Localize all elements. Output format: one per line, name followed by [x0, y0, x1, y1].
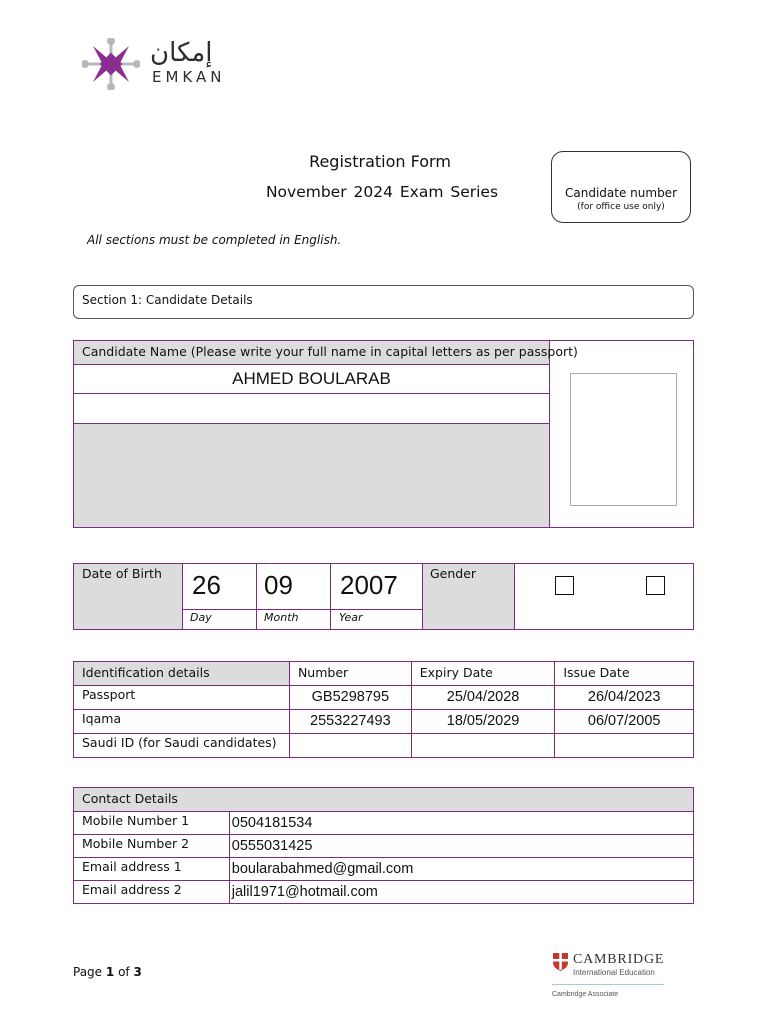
cambridge-name: CAMBRIDGE: [573, 952, 665, 967]
table-row: [74, 881, 694, 904]
cambridge-shield-icon: [552, 952, 569, 972]
dob-year[interactable]: 2007: [340, 570, 398, 600]
passport-issue[interactable]: 26/04/2023: [555, 686, 694, 710]
dob-year-label: Year: [339, 611, 363, 624]
saudi-id-number[interactable]: [289, 734, 411, 758]
candidate-name-value[interactable]: AHMED BOULARAB: [232, 369, 391, 388]
page-of: of: [118, 965, 130, 979]
candidate-number-box: [551, 151, 691, 223]
identification-table: [73, 661, 694, 758]
section1-header: [73, 285, 694, 319]
contact-header: Contact Details: [74, 788, 694, 812]
candidate-name-label: Candidate Name (Please write your full name in capital letters as per passport): [82, 344, 578, 359]
cambridge-subtitle: International Education: [573, 968, 655, 977]
table-row: [74, 858, 694, 881]
email1-value[interactable]: boularabahmed@gmail.com: [229, 858, 693, 881]
mobile2-label: Mobile Number 2: [74, 835, 230, 858]
table-row: [74, 835, 694, 858]
table-row: [74, 812, 694, 835]
dob-gender-block: [73, 563, 694, 630]
mobile2-value[interactable]: 0555031425: [229, 835, 693, 858]
email1-label: Email address 1: [74, 858, 230, 881]
id-header-expiry: Expiry Date: [411, 662, 555, 686]
emkan-logo-icon: [82, 38, 140, 90]
name-gray-area: [74, 423, 549, 527]
gender-checkbox-1[interactable]: [555, 576, 574, 595]
page-total: 3: [133, 965, 142, 979]
gender-label: Gender: [430, 566, 477, 581]
dob-day-label: Day: [190, 611, 212, 624]
id-type-passport: Passport: [74, 686, 290, 710]
id-header-issue: Issue Date: [555, 662, 694, 686]
id-type-saudi: Saudi ID (for Saudi candidates): [74, 734, 290, 758]
form-subtitle: November 2024 Exam Series: [265, 183, 499, 201]
page-number: [73, 965, 142, 979]
email2-value[interactable]: jalil1971@hotmail.com: [229, 881, 693, 904]
passport-expiry[interactable]: 25/04/2028: [411, 686, 555, 710]
table-row: [74, 710, 694, 734]
id-header-details: Identification details: [74, 662, 290, 686]
mobile1-value[interactable]: 0504181534: [229, 812, 693, 835]
table-row: [74, 734, 694, 758]
page-word: Page: [73, 965, 103, 979]
saudi-id-expiry[interactable]: [411, 734, 555, 758]
table-row: [74, 686, 694, 710]
contact-table: [73, 787, 694, 904]
email2-label: Email address 2: [74, 881, 230, 904]
form-title: Registration Form: [309, 152, 451, 171]
photo-box: [570, 373, 677, 506]
dob-label: Date of Birth: [82, 566, 162, 581]
section1-title: Section 1: Candidate Details: [82, 293, 253, 307]
candidate-number-label: Candidate number: [565, 186, 677, 200]
candidate-name-block: [73, 340, 694, 528]
dob-month-label: Month: [264, 611, 299, 624]
id-header-number: Number: [289, 662, 411, 686]
page-current: 1: [105, 965, 115, 979]
mobile1-label: Mobile Number 1: [74, 812, 230, 835]
dob-month[interactable]: 09: [264, 570, 293, 600]
cambridge-associate: Cambridge Associate: [552, 991, 619, 998]
saudi-id-issue[interactable]: [555, 734, 694, 758]
iqama-expiry[interactable]: 18/05/2029: [411, 710, 555, 734]
iqama-number[interactable]: 2553227493: [289, 710, 411, 734]
brand-latin-name: EMKAN: [152, 68, 226, 86]
passport-number[interactable]: GB5298795: [289, 686, 411, 710]
instruction-text: All sections must be completed in English.: [87, 233, 342, 247]
id-type-iqama: Iqama: [74, 710, 290, 734]
cambridge-logo: [552, 950, 667, 1002]
gender-checkbox-2[interactable]: [646, 576, 665, 595]
iqama-issue[interactable]: 06/07/2005: [555, 710, 694, 734]
candidate-number-note: (for office use only): [577, 202, 665, 212]
brand-arabic-name: إمكان: [150, 38, 213, 68]
dob-day[interactable]: 26: [192, 570, 221, 600]
